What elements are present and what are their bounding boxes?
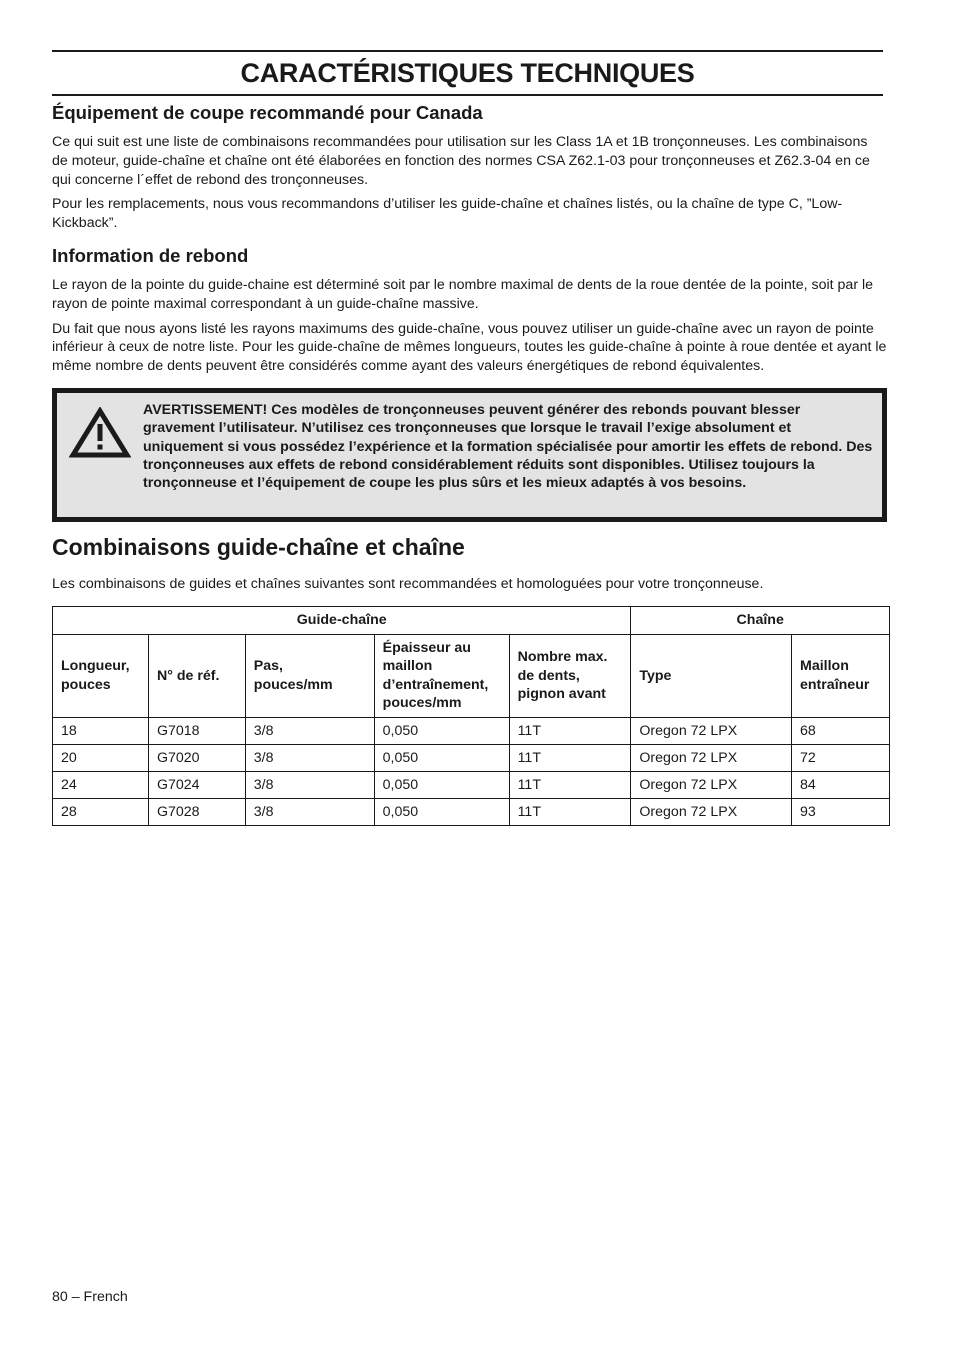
table-cell: Oregon 72 LPX xyxy=(631,771,792,798)
equipment-paragraph-2: Pour les remplacements, nous vous recommandons d’utiliser les guide-chaîne et chaînes listés, ou la chaîne de type C, ”Low-Kickback”. xyxy=(52,196,843,232)
table-cell: 18 xyxy=(53,717,149,744)
table-cell: 11T xyxy=(509,717,631,744)
table-cell: 72 xyxy=(792,744,890,771)
table-cell: 3/8 xyxy=(245,798,374,825)
table-row xyxy=(53,798,890,825)
table-cell: Oregon 72 LPX xyxy=(631,744,792,771)
column-header: Pas, pouces/mm xyxy=(245,634,374,717)
table-cell: 24 xyxy=(53,771,149,798)
table-cell: Oregon 72 LPX xyxy=(631,798,792,825)
table-cell: 3/8 xyxy=(245,744,374,771)
table-cell: 84 xyxy=(792,771,890,798)
table-cell: G7018 xyxy=(148,717,245,744)
table-cell: Oregon 72 LPX xyxy=(631,717,792,744)
kickback-heading: Information de rebond xyxy=(52,244,249,266)
main-content xyxy=(52,100,887,826)
column-header: Nombre max. de dents, pignon avant xyxy=(509,634,631,717)
table-cell: 3/8 xyxy=(245,717,374,744)
table-row xyxy=(53,771,890,798)
table-cell: 11T xyxy=(509,744,631,771)
combinations-table xyxy=(52,606,890,826)
table-cell: 68 xyxy=(792,717,890,744)
equipment-heading: Équipement de coupe recommandé pour Canada xyxy=(52,102,483,123)
table-cell: 20 xyxy=(53,744,149,771)
warning-box-inner xyxy=(57,393,882,517)
kickback-paragraph-1: Le rayon de la pointe du guide-chaine est déterminé soit par le nombre maximal de dents de la roue dentée de la pointe, soit par le rayon de pointe maximal correspondant à un guide-chaîne massive. xyxy=(52,276,874,312)
combinations-heading: Combinaisons guide-chaîne et chaîne xyxy=(52,533,465,560)
table-row xyxy=(53,744,890,771)
warning-triangle-icon xyxy=(57,401,143,509)
page-footer: 80 – French xyxy=(52,1289,128,1305)
table-cell: G7024 xyxy=(148,771,245,798)
table-column-header-row xyxy=(53,634,890,717)
table-cell: 0,050 xyxy=(374,798,509,825)
group-header-chain: Chaîne xyxy=(631,606,890,634)
column-header: N° de réf. xyxy=(148,634,245,717)
column-header: Type xyxy=(631,634,792,717)
table-cell: 0,050 xyxy=(374,717,509,744)
table-cell: 28 xyxy=(53,798,149,825)
table-cell: 11T xyxy=(509,798,631,825)
table-cell: 0,050 xyxy=(374,771,509,798)
page-title: CARACTÉRISTIQUES TECHNIQUES xyxy=(240,58,695,88)
warning-text: AVERTISSEMENT! Ces modèles de tronçonneuses peuvent générer des rebonds pouvant blesser gravement l’utilisateur. N’utilisez ces tronçonneuses que lorsque le travail l’exige absolument et uniquement si vous possédez l’expérience et la formation spécialisée pour amortir les effets de rebond. Des tronçonneuses aux effets de rebond considérablement réduits sont disponibles. Utilisez toujours la tronçonneuse et l’équipement de coupe les plus sûrs et les mieux adaptés à vos besoins. xyxy=(143,401,873,492)
column-header: Longueur, pouces xyxy=(53,634,149,717)
warning-box xyxy=(52,388,887,522)
group-header-guide: Guide-chaîne xyxy=(53,606,631,634)
table-cell: G7020 xyxy=(148,744,245,771)
equipment-paragraph-1: Ce qui suit est une liste de combinaisons recommandées pour utilisation sur les Class 1A et 1B tronçonneuses. Les combinaisons de moteur, guide-chaîne et chaîne ont été élaborées en fonction des normes CSA Z62.1-03 pour tronçonneuses et Z62.3-04 en ce qui concerne l´effet de rebond des tronçonneuses. xyxy=(52,134,870,188)
table-row xyxy=(53,717,890,744)
column-header: Épaisseur au maillon d’entraînement, pouces/mm xyxy=(374,634,509,717)
column-header: Maillon entraîneur xyxy=(792,634,890,717)
table-cell: G7028 xyxy=(148,798,245,825)
table-group-header-row xyxy=(53,606,890,634)
combinations-intro: Les combinaisons de guides et chaînes suivantes sont recommandées et homologuées pour votre tronçonneuse. xyxy=(52,575,764,592)
page-title-bar xyxy=(52,50,883,96)
table-cell: 93 xyxy=(792,798,890,825)
table-cell: 11T xyxy=(509,771,631,798)
kickback-paragraph-2: Du fait que nous ayons listé les rayons maximums des guide-chaîne, vous pouvez utiliser un guide-chaîne avec un rayon de pointe inférieur à ceux de notre liste. Pour les guide-chaîne de mêmes longueurs, toutes les guide-chaîne à pointe à roue dentée et ayant le même nombre de dents peuvent être considérés comme ayant des valeurs énergétiques de rebond équivalentes. xyxy=(52,320,887,375)
table-cell: 3/8 xyxy=(245,771,374,798)
table-cell: 0,050 xyxy=(374,744,509,771)
